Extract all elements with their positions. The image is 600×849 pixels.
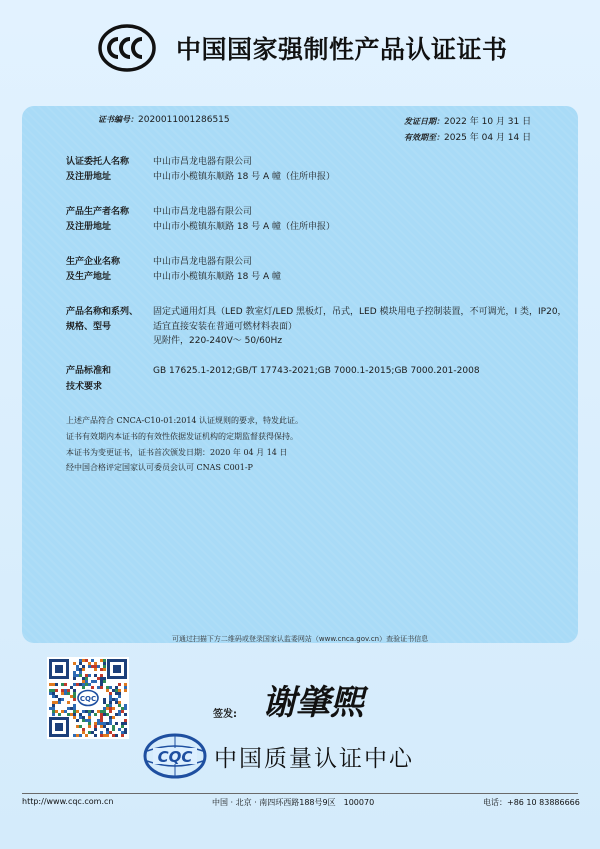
qr-finder-tl-icon [49,659,69,679]
certificate-number [98,114,230,125]
product-model-label: 规格、型号 [66,322,112,332]
statement-line-3: 本证书为变更证书，证书首次颁发日期：2020 年 04 月 14 日 [66,447,288,457]
qr-module [103,734,106,737]
qr-module [118,704,121,707]
qr-module [58,713,61,716]
qr-module [91,686,94,689]
qr-module [109,704,112,707]
qr-module [115,734,118,737]
organization-name: 中国质量认证中心 [214,746,414,772]
qr-module [52,713,55,716]
qr-module [118,689,121,692]
footer-url[interactable]: http://www.cqc.com.cn [22,797,114,806]
qr-module [109,698,112,701]
qr-module [61,689,64,692]
qr-module [55,695,58,698]
qr-module [58,698,61,701]
qr-module [112,716,115,719]
qr-module [79,716,82,719]
qr-module [49,707,52,710]
certificate-number-label: 证书编号： [98,114,138,124]
qr-module [58,701,61,704]
qr-module [97,719,100,722]
manufacturer-address: 中山市小榄镇东顺路 18 号 A 幢（住所申报） [153,222,336,232]
issue-date-label: 发证日期： [404,116,444,126]
issue-date-value: 2022 年 10 月 31 日 [444,117,532,127]
signature-label: 签发: [213,709,237,720]
qr-module [82,683,85,686]
certificate-title: 中国国家强制性产品认证证书 [176,35,508,64]
qr-module [79,668,82,671]
qr-module [109,710,112,713]
qr-module [94,665,97,668]
qr-module [88,662,91,665]
qr-module [64,710,67,713]
qr-module [103,701,106,704]
qr-module [109,695,112,698]
verification-note: 可通过扫描下方二维码或登录国家认监委网站（www.cnca.gov.cn）查验证书信息 [171,635,429,643]
qr-module [115,686,118,689]
qr-module [55,701,58,704]
qr-module [91,731,94,734]
qr-module [94,662,97,665]
factory-address: 中山市小榄镇东顺路 18 号 A 幢 [153,272,282,282]
qr-module [103,659,106,662]
qr-module [73,692,76,695]
product-description-line-1: 固定式通用灯具（LED 教室灯/LED 黑板灯，吊式，LED 模块用电子控制装置，不可调光，I 类，IP20， [153,307,567,317]
qr-module [82,728,85,731]
qr-module [61,692,64,695]
qr-module [115,722,118,725]
qr-module [85,659,88,662]
qr-module [88,674,91,677]
applicant-name: 中山市昌龙电器有限公司 [153,157,253,167]
applicant-address-label: 及注册地址 [66,172,112,182]
statement-line-4: 经中国合格评定国家认可委员会认可 CNAS C001-P [66,463,253,473]
qr-module [118,692,121,695]
qr-module [64,692,67,695]
qr-module [85,674,88,677]
qr-module [94,734,97,737]
qr-module [118,728,121,731]
qr-module [100,680,103,683]
qr-module [85,719,88,722]
qr-module [85,734,88,737]
qr-module [100,734,103,737]
qr-module [121,710,124,713]
qr-module [88,722,91,725]
qr-module [76,668,79,671]
qr-module [106,728,109,731]
qr-module [73,677,76,680]
qr-module [100,722,103,725]
qr-module [91,680,94,683]
qr-module [67,707,70,710]
qr-module [82,659,85,662]
qr-module [118,695,121,698]
qr-module [73,713,76,716]
qr-module [76,734,79,737]
footer-address: 中国 · 北京 · 南四环西路188号9区 100070 [212,798,375,807]
qr-module [97,677,100,680]
qr-module [112,698,115,701]
qr-module [70,713,73,716]
qr-module [100,677,103,680]
qr-module [67,713,70,716]
qr-module [109,719,112,722]
qr-module [100,713,103,716]
qr-module [103,680,106,683]
factory-name: 中山市昌龙电器有限公司 [153,257,253,267]
qr-module [124,686,127,689]
qr-module [64,689,67,692]
qr-module [49,689,52,692]
product-description-line-2: 适宜直接安装在普通可燃材料表面） [153,322,298,332]
qr-module [82,710,85,713]
qr-module [103,707,106,710]
cqc-logo-icon [143,733,207,779]
valid-date-label: 有效期至： [404,132,444,142]
qr-module [97,686,100,689]
qr-module [82,719,85,722]
qr-module [100,683,103,686]
qr-module [100,710,103,713]
qr-module [124,689,127,692]
qr-module [109,701,112,704]
qr-module [100,719,103,722]
valid-date-value: 2025 年 04 月 14 日 [444,133,532,143]
qr-module [124,728,127,731]
qr-module [52,689,55,692]
qr-module [88,683,91,686]
qr-module [94,728,97,731]
qr-module [73,698,76,701]
qr-module [73,674,76,677]
qr-module [55,689,58,692]
qr-module [121,722,124,725]
qr-module [73,734,76,737]
qr-module [91,659,94,662]
qr-module [94,713,97,716]
standards-label-2: 技术要求 [66,382,103,392]
qr-module [79,713,82,716]
qr-module [88,731,91,734]
qr-module [52,710,55,713]
qr-module [73,683,76,686]
qr-module [124,683,127,686]
qr-module [67,692,70,695]
qr-module [106,707,109,710]
qr-module [79,662,82,665]
qr-module [115,713,118,716]
qr-module [82,677,85,680]
qr-module [115,689,118,692]
qr-module [82,731,85,734]
cqc-logo-text: CQC [157,748,193,766]
qr-module [52,683,55,686]
qr-module [100,668,103,671]
qr-module [112,689,115,692]
qr-module [103,662,106,665]
qr-finder-bl-icon [49,717,69,737]
qr-module [76,674,79,677]
qr-module [88,710,91,713]
qr-module [79,734,82,737]
qr-module [94,725,97,728]
footer-divider [22,793,578,794]
product-description-line-3: 见附件，220-240V～ 50/60Hz [153,336,283,346]
standards-value: GB 17625.1-2012;GB/T 17743-2021;GB 7000.1-2015;GB 7000.201-2008 [153,366,480,376]
qr-module [97,722,100,725]
manufacturer-address-label: 及注册地址 [66,222,112,232]
qr-module [124,704,127,707]
statement-line-2: 证书有效期内本证书的有效性依据发证机构的定期监督获得保持。 [66,431,298,441]
qr-module [73,695,76,698]
qr-module [109,731,112,734]
qr-module [52,695,55,698]
qr-module [82,668,85,671]
qr-module [85,683,88,686]
qr-module [91,710,94,713]
product-label: 产品名称和系列、 [66,307,139,317]
certificate-statement [66,413,303,476]
qr-module [67,689,70,692]
qr-module [118,683,121,686]
qr-module [106,734,109,737]
qr-module [103,713,106,716]
qr-module [109,692,112,695]
factory-address-label: 及生产地址 [66,272,112,282]
qr-module [115,698,118,701]
factory-label: 生产企业名称 [66,257,121,267]
qr-module [97,710,100,713]
qr-module [82,680,85,683]
qr-module [115,701,118,704]
qr-module [124,713,127,716]
qr-module [55,710,58,713]
qr-logo-text: CQC [79,695,97,703]
qr-module [94,722,97,725]
qr-module [85,680,88,683]
qr-module [88,665,91,668]
manufacturer-name: 中山市昌龙电器有限公司 [153,207,253,217]
qr-module [73,710,76,713]
qr-module [79,683,82,686]
applicant-address: 中山市小榄镇东顺路 18 号 A 幢（住所申报） [153,172,336,182]
qr-module [52,701,55,704]
qr-module [106,704,109,707]
qr-module [118,710,121,713]
qr-module [124,722,127,725]
qr-module [73,671,76,674]
qr-module [76,683,79,686]
signature-image [258,676,378,724]
qr-module [55,683,58,686]
qr-module [94,674,97,677]
qr-module [85,710,88,713]
certificate-dates [404,114,531,146]
qr-module [112,725,115,728]
qr-module [70,707,73,710]
qr-module [124,731,127,734]
qr-module [88,713,91,716]
qr-module [100,686,103,689]
qr-module [100,674,103,677]
qr-module [106,713,109,716]
qr-module [103,665,106,668]
qr-module [100,716,103,719]
qr-module [70,695,73,698]
qr-module [103,722,106,725]
qr-module [52,704,55,707]
qr-module [124,719,127,722]
qr-module [94,668,97,671]
qr-module [103,677,106,680]
manufacturer-label: 产品生产者名称 [66,207,130,217]
qr-module [49,692,52,695]
qr-module [91,665,94,668]
qr-module [103,668,106,671]
qr-module [121,707,124,710]
qr-module [106,689,109,692]
qr-module [61,683,64,686]
qr-module [82,665,85,668]
qr-module [52,692,55,695]
certificate-number-value: 2020011001286515 [138,115,230,125]
qr-module [97,665,100,668]
qr-module [88,719,91,722]
qr-module [94,680,97,683]
qr-module [106,722,109,725]
qr-module [115,692,118,695]
qr-module [88,716,91,719]
qr-module [112,734,115,737]
qr-module [79,674,82,677]
qr-module [64,683,67,686]
qr-module [49,683,52,686]
qr-module [73,689,76,692]
qr-module [121,734,124,737]
qr-module [79,671,82,674]
qr-module [70,686,73,689]
qr-module [79,659,82,662]
qr-module [61,698,64,701]
qr-module [76,665,79,668]
qr-module [112,707,115,710]
qr-module [103,710,106,713]
ccc-logo-icon [98,24,156,72]
qr-module [109,716,112,719]
qr-module [106,731,109,734]
standards-label: 产品标准和 [66,366,112,376]
qr-module [109,686,112,689]
qr-module [103,725,106,728]
qr-module [88,725,91,728]
qr-module [76,710,79,713]
qr-module [118,701,121,704]
qr-module [109,707,112,710]
qr-module [121,725,124,728]
qr-module [100,725,103,728]
qr-module [124,707,127,710]
footer-phone: 电话：+86 10 83886666 [483,798,580,807]
qr-module [85,677,88,680]
qr-module [67,701,70,704]
qr-module [100,659,103,662]
qr-module [109,722,112,725]
qr-module [73,662,76,665]
qr-module [121,731,124,734]
qr-module [82,716,85,719]
qr-module [103,698,106,701]
qr-module [73,716,76,719]
qr-module [76,725,79,728]
qr-module [61,710,64,713]
qr-module [73,707,76,710]
qr-module [106,686,109,689]
qr-module [112,728,115,731]
qr-module [76,719,79,722]
qr-module [82,686,85,689]
signature-name: 谢肇煕 [262,683,364,723]
qr-module [52,707,55,710]
qr-module [79,725,82,728]
qr-center-logo-icon [77,689,99,707]
qr-module [73,704,76,707]
qr-code-icon[interactable] [47,657,129,739]
qr-module [100,731,103,734]
qr-module [118,713,121,716]
qr-finder-tr-icon [107,659,127,679]
statement-line-1: 上述产品符合 CNCA-C10-01:2014 认证规则的要求，特发此证。 [66,416,304,425]
applicant-label: 认证委托人名称 [66,157,130,167]
